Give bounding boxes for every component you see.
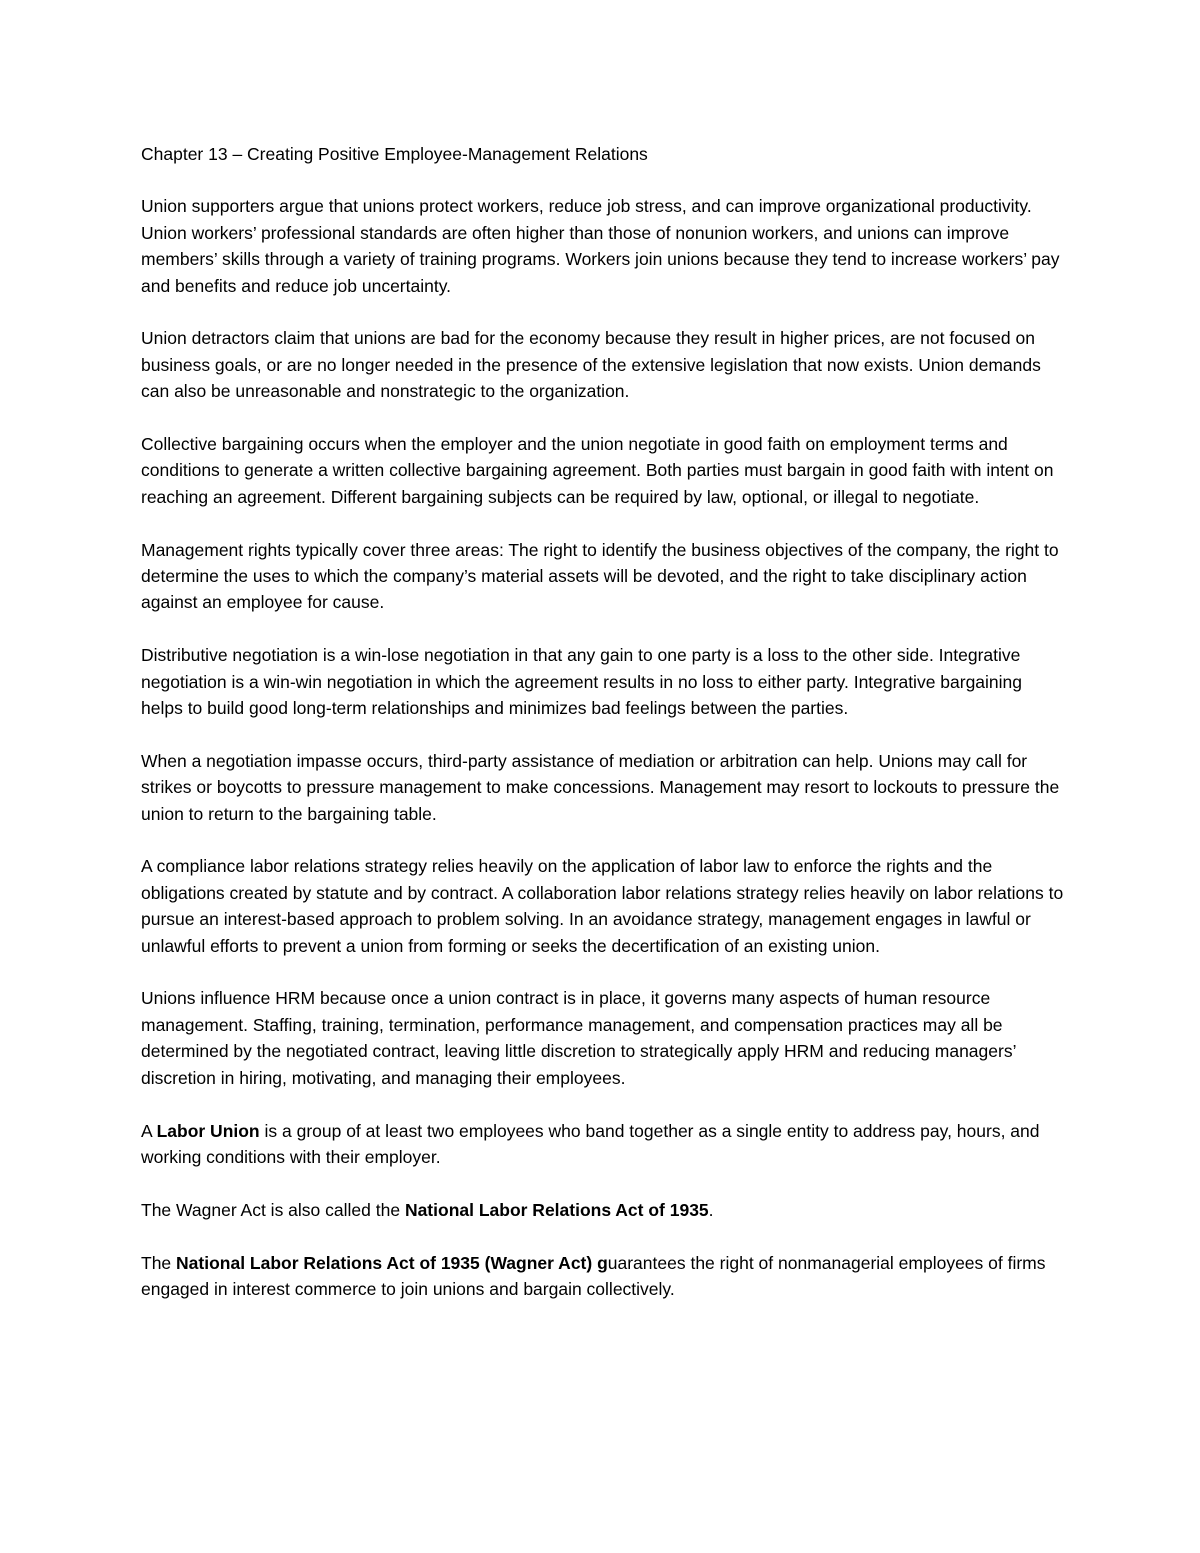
bold-term: Labor Union: [156, 1120, 260, 1141]
text-rest: uarantees the right of nonmanagerial employees of firms engaged in interest commerce to join unions and bargain collectively.: [141, 1252, 1046, 1299]
bold-term: National Labor Relations Act of 1935: [404, 1199, 709, 1220]
paragraph-labor-union-definition: [141, 1118, 1066, 1171]
paragraph-collective-bargaining: Collective bargaining occurs when the employer and the union negotiate in good faith on employment terms and conditions to generate a written collective bargaining agreement. Both parties must bargain in good faith with intent on reaching an agreement. Different bargaining subjects can be required by law, optional, or illegal to negotiate.: [141, 434, 1054, 507]
bold-term: National Labor Relations Act of 1935 (Wagner Act) g: [176, 1252, 608, 1273]
paragraph-negotiation-types: Distributive negotiation is a win-lose negotiation in that any gain to one party is a loss to the other side. Integrative negotiation is a win-win negotiation in which the agreement results in no loss to either party. Integrative bargaining helps to build good long-term relationships and minimizes bad feelings between the parties.: [141, 645, 1023, 719]
paragraph-union-detractors: Union detractors claim that unions are bad for the economy because they result in higher prices, are not focused on business goals, or are no longer needed in the presence of the extensive legislation that now exists. Union demands can also be unreasonable and nonstrategic to the organization.: [141, 328, 1041, 402]
paragraph-negotiation-impasse: When a negotiation impasse occurs, third-party assistance of mediation or arbitration can help. Unions may call for strikes or boycotts to pressure management to make concessions. Management may resort to lockouts to pressure the union to return to the bargaining table.: [141, 750, 1060, 824]
paragraph-unions-influence-hrm: Unions influence HRM because once a union contract is in place, it governs many aspects of human resource management. Staffing, training, termination, performance management, and compensation practices may all be determined by the negotiated contract, leaving little discretion to strategically apply HRM and reducing managers’ discretion in hiring, motivating, and managing their employees.: [141, 988, 1016, 1088]
text-rest: is a group of at least two employees who band together as a single entity to address pay, hours, and working conditions with their employer.: [141, 1120, 1040, 1167]
paragraph-union-supporters: Union supporters argue that unions protect workers, reduce job stress, and can improve organizational productivity. Union workers’ professional standards are often higher than those of nonunion workers, and unions can improve members’ skills through a variety of training programs. Workers join unions because they tend to increase workers’ pay and benefits and reduce job uncertainty.: [141, 196, 1060, 296]
document-body: [141, 141, 1066, 1329]
text-lead: A: [141, 1120, 157, 1141]
text-rest: .: [708, 1199, 714, 1220]
paragraph-management-rights: Management rights typically cover three areas: The right to identify the business objectives of the company, the right to determine the uses to which the company’s material assets will be devoted, and the right to take disciplinary action against an employee for cause.: [141, 539, 1059, 613]
text-lead: The: [141, 1252, 177, 1273]
paragraph-nlra-guarantees: [141, 1250, 1066, 1303]
paragraph-labor-strategies: A compliance labor relations strategy relies heavily on the application of labor law to enforce the rights and the obligations created by statute and by contract. A collaboration labor relations strategy relies heavily on labor relations to pursue an interest-based approach to problem solving. In an avoidance strategy, management engages in lawful or unlawful efforts to prevent a union from forming or seeks the decertification of an existing union.: [141, 856, 1064, 956]
page-title: Chapter 13 – Creating Positive Employee-Management Relations: [141, 144, 648, 164]
paragraph-wagner-act-name: [141, 1197, 1066, 1223]
text-lead: The Wagner Act is also called the: [141, 1199, 405, 1220]
